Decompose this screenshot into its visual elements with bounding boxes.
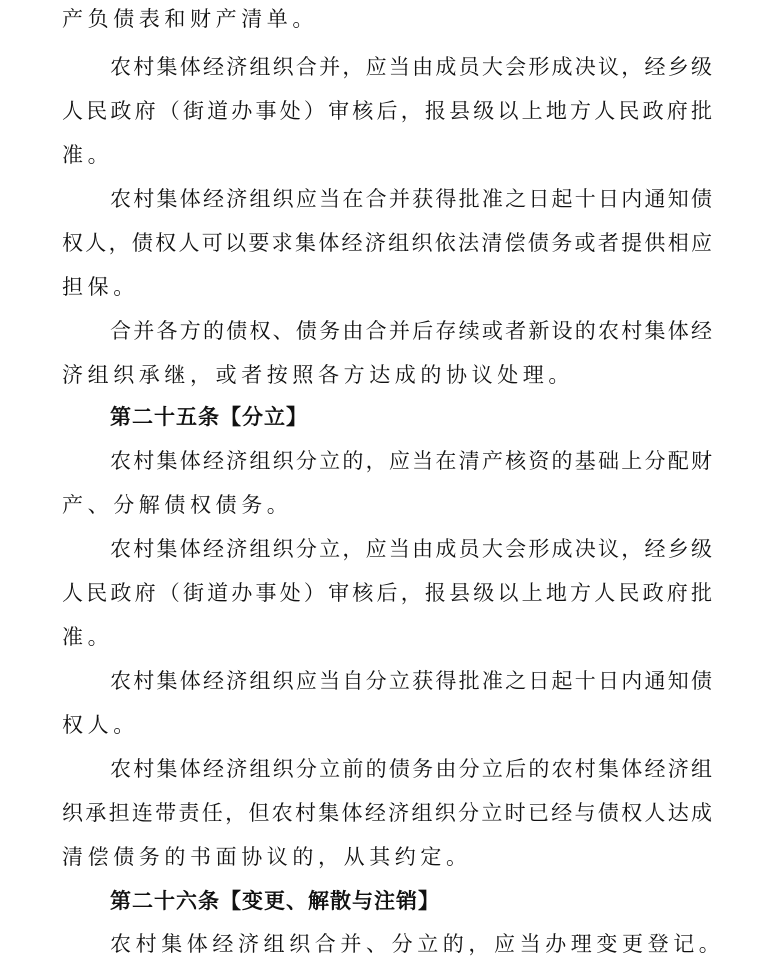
text-line: 担保。: [62, 275, 139, 299]
text-line: 产、分解债权债务。: [62, 493, 293, 517]
article-heading: 第二十六条【变更、解散与注销】: [110, 889, 440, 913]
text-line: 济组织承继，或者按照各方达成的协议处理。: [62, 363, 574, 387]
text-line: 人民政府（街道办事处）审核后，报县级以上地方人民政府批: [62, 99, 712, 123]
paragraph-first-line: 农村集体经济组织应当自分立获得批准之日起十日内通知债: [110, 669, 712, 693]
text-line: 织承担连带责任，但农村集体经济组织分立时已经与债权人达成: [62, 801, 712, 825]
article-heading: 第二十五条【分立】: [110, 405, 308, 429]
paragraph-first-line: 农村集体经济组织分立前的债务由分立后的农村集体经济组: [110, 757, 712, 781]
paragraph-first-line: 农村集体经济组织分立，应当由成员大会形成决议，经乡级: [110, 537, 712, 561]
text-line: 权人。: [62, 713, 139, 737]
paragraph-first-line: 农村集体经济组织应当在合并获得批准之日起十日内通知债: [110, 187, 712, 211]
paragraph-first-line: 农村集体经济组织合并，应当由成员大会形成决议，经乡级: [110, 55, 712, 79]
text-line: 准。: [62, 143, 114, 167]
paragraph-first-line: 合并各方的债权、债务由合并后存续或者新设的农村集体经: [110, 319, 712, 343]
text-line: 准。: [62, 625, 114, 649]
text-line: 产负债表和财产清单。: [62, 7, 318, 31]
paragraph-first-line: 农村集体经济组织分立的，应当在清产核资的基础上分配财: [110, 449, 712, 473]
text-line: 权人，债权人可以要求集体经济组织依法清偿债务或者提供相应: [62, 231, 712, 255]
text-line: 清偿债务的书面协议的，从其约定。: [62, 845, 472, 869]
text-line: 人民政府（街道办事处）审核后，报县级以上地方人民政府批: [62, 581, 712, 605]
paragraph-first-line: 农村集体经济组织合并、分立的，应当办理变更登记。: [110, 932, 725, 956]
